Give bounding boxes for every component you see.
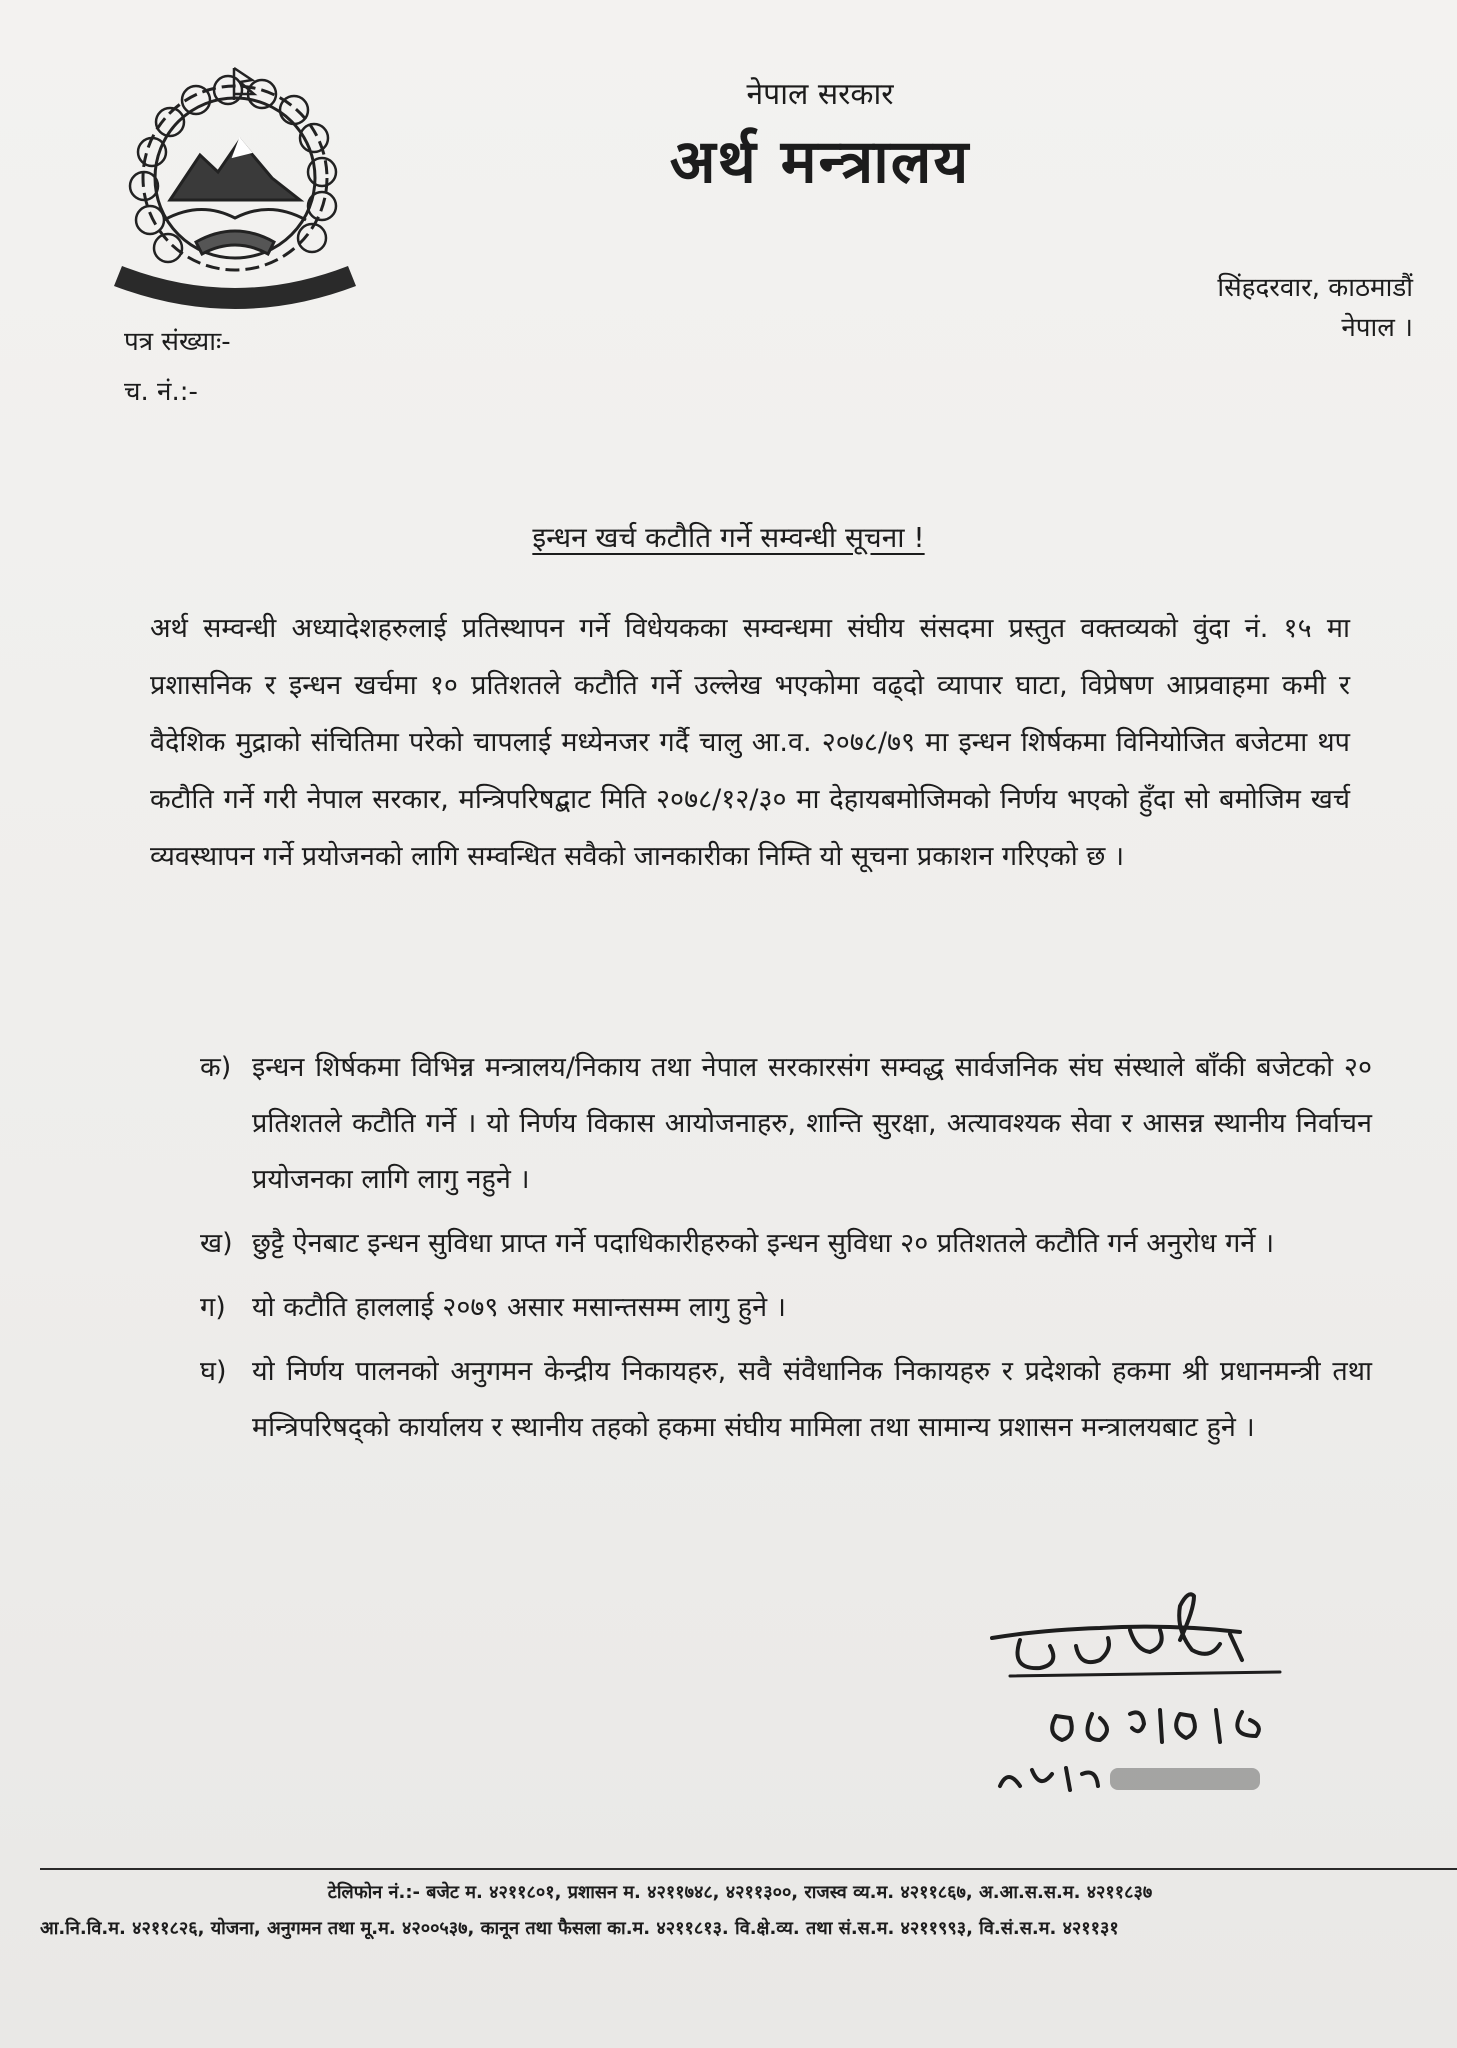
address-line-2: नेपाल । xyxy=(1341,313,1413,343)
decision-item xyxy=(200,1280,1372,1336)
footer-contact-line-1: टेलिफोन नं.:- बजेट म. ४२११८०१, प्रशासन म. ४२११७४८, ४२११३००, राजस्व व्य.म. ४२११८६७, अ.आ.स.स.म. ४२११८३७ xyxy=(327,1882,1153,1903)
letter-number-label: पत्र संख्याः- xyxy=(124,327,231,357)
decision-item-number: क) xyxy=(200,1052,232,1083)
dispatch-number-label: च. नं.:- xyxy=(124,377,198,407)
government-name: नेपाल सरकार xyxy=(746,77,894,112)
decision-list xyxy=(200,1040,1372,1464)
decision-item-text: यो निर्णय पालनको अनुगमन केन्द्रीय निकायहरु, सवै संवैधानिक निकायहरु र प्रदेशको हकमा श्री प्रधानमन्त्री तथा मन्त्रिपरिषद्को कार्यालय र स्थानीय तहको हकमा संघीय मामिला तथा सामान्य प्रशासन मन्त्रालयबाट हुने । xyxy=(252,1356,1372,1443)
address-line-1: सिंहदरवार, काठमाडौं xyxy=(1217,273,1413,303)
decision-item-number: ग) xyxy=(200,1292,226,1323)
handwritten-signature-icon xyxy=(980,1590,1300,1810)
decision-item-number: ख) xyxy=(200,1228,233,1259)
decision-item xyxy=(200,1344,1372,1456)
decision-item-text: इन्धन शिर्षकमा विभिन्न मन्त्रालय/निकाय तथा नेपाल सरकारसंग सम्वद्ध सार्वजनिक संघ संस्थाले बाँकी बजेटको २० प्रतिशतले कटौति गर्ने । यो निर्णय विकास आयोजनाहरु, शान्ति सुरक्षा, अत्यावश्यक सेवा र आसन्न स्थानीय निर्वाचन प्रयोजनका लागि लागु नहुने । xyxy=(252,1052,1372,1195)
nepal-government-emblem-icon xyxy=(100,60,370,310)
notice-body-paragraph: अर्थ सम्वन्धी अध्यादेशहरुलाई प्रतिस्थापन गर्ने विधेयकका सम्वन्धमा संघीय संसदमा प्रस्तुत वक्तव्यको वुंदा नं. १५ मा प्रशासनिक र इन्धन खर्चमा १० प्रतिशतले कटौति गर्ने उल्लेख भएकोमा वढ्दो व्यापार घाटा, विप्रेषण आप्रवाहमा कमी र वैदेशिक मुद्राको संचितिमा परेको चापलाई मध्येनजर गर्दै चालु आ.व. २०७८/७९ मा इन्धन शिर्षकमा विनियोजित बजेटमा थप कटौति गर्ने गरी नेपाल सरकार, मन्त्रिपरिषद्बाट मिति २०७८/१२/३० मा देहायबमोजिमको निर्णय भएको हुँदा सो बमोजिम खर्च व्यवस्थापन गर्ने प्रयोजनको लागि सम्वन्धित सवैको जानकारीका निम्ति यो सूचना प्रकाशन गरिएको छ । xyxy=(150,613,1350,872)
decision-item-text: छुट्टै ऐनबाट इन्धन सुविधा प्राप्त गर्ने पदाधिकारीहरुको इन्धन सुविधा २० प्रतिशतले कटौति गर्न अनुरोध गर्ने । xyxy=(252,1228,1275,1259)
decision-item xyxy=(200,1216,1372,1272)
decision-item-number: घ) xyxy=(200,1356,227,1387)
notice-subject xyxy=(0,518,1457,556)
footer-contact-line-2: आ.नि.वि.म. ४२११८२६, योजना, अनुगमन तथा मू.म. ४२००५३७, कानून तथा फैसला का.म. ४२११८१३. वि.क्षे.व्य. तथा सं.स.म. ४२११९९३, वि.सं.स.म. ४२११३१ xyxy=(40,1918,1119,1939)
notice-subject-text: इन्धन खर्च कटौति गर्ने सम्वन्धी सूचना ! xyxy=(532,521,925,554)
footer-divider xyxy=(40,1868,1457,1870)
decision-item xyxy=(200,1040,1372,1208)
decision-item-text: यो कटौति हाललाई २०७९ असार मसान्तसम्म लागु हुने । xyxy=(252,1292,786,1323)
ministry-name: अर्थ मन्त्रालय xyxy=(669,127,971,197)
address-block xyxy=(1217,268,1413,348)
